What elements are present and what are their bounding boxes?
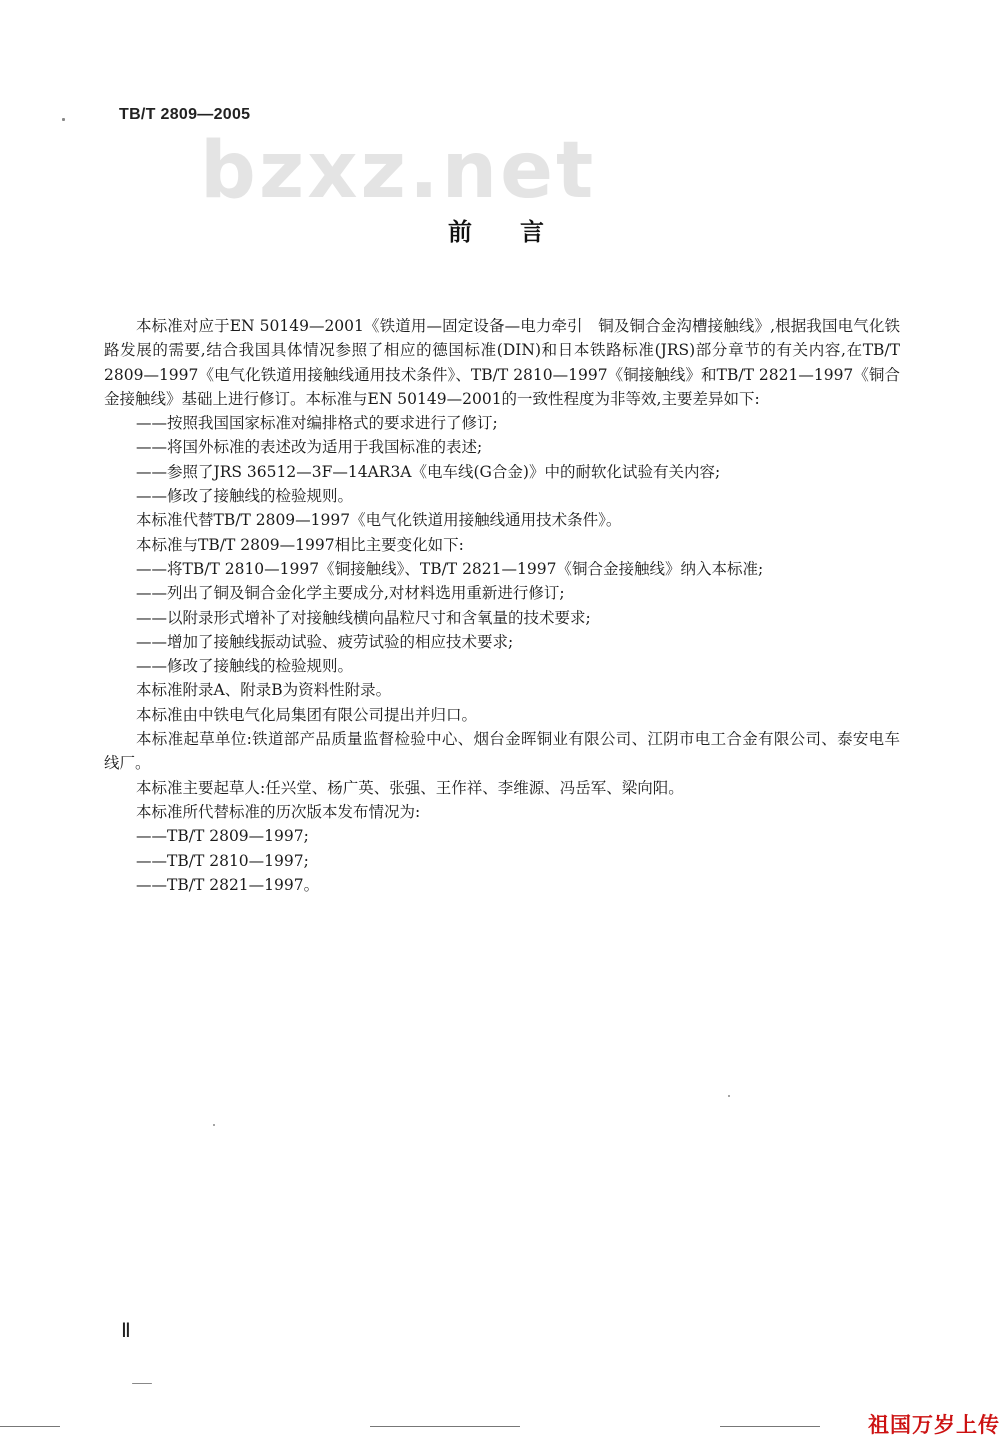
scan-speck: [62, 118, 65, 121]
page-number: Ⅱ: [121, 1320, 131, 1342]
list-item: ——TB/T 2821—1997。: [136, 875, 320, 894]
list-item: ——TB/T 2809—1997;: [136, 827, 309, 846]
paragraph: 本标准由中铁电气化局集团有限公司提出并归口。: [136, 705, 478, 724]
scan-edge-line: [370, 1426, 520, 1427]
paragraph: 本标准所代替标准的历次版本发布情况为:: [136, 802, 421, 821]
list-item: ——增加了接触线振动试验、疲劳试验的相应技术要求;: [136, 632, 514, 651]
list-item: ——将国外标准的表述改为适用于我国标准的表述;: [136, 438, 483, 457]
paragraph: 本标准起草单位:铁道部产品质量监督检验中心、烟台金晖铜业有限公司、江阴市电工合金有限公司、泰安电车线厂。: [104, 730, 900, 773]
page-title: 前言: [448, 218, 592, 246]
list-item: ——TB/T 2810—1997;: [136, 851, 309, 870]
list-item: ——按照我国国家标准对编排格式的要求进行了修订;: [136, 414, 498, 433]
standard-number: TB/T 2809—2005: [119, 106, 251, 123]
list-item: ——列出了铜及铜合金化学主要成分,对材料选用重新进行修订;: [136, 584, 565, 603]
list-item: ——修改了接触线的检验规则。: [136, 487, 354, 506]
document-body: [104, 314, 900, 897]
list-item: ——将TB/T 2810—1997《铜接触线》、TB/T 2821—1997《铜合金接触线》纳入本标准;: [136, 559, 764, 578]
scan-speck: [132, 1383, 152, 1384]
paragraph: 本标准主要起草人:任兴堂、杨广英、张强、王作祥、李维源、冯岳军、梁向阳。: [136, 778, 684, 797]
uploader-brand: 祖国万岁上传: [868, 1413, 1000, 1437]
scan-edge-line: [0, 1426, 60, 1427]
scan-speck: [213, 1124, 215, 1126]
intro-paragraph: 本标准对应于EN 50149—2001《铁道用—固定设备—电力牵引 铜及铜合金沟槽接触线》,根据我国电气化铁路发展的需要,结合我国具体情况参照了相应的德国标准(DIN)和日本铁路标准(JRS)部分章节的有关内容,在TB/T 2809—1997《电气化铁道用接触线通用技术条件》、TB/T 2810—1997《铜接触线》和TB/T 2821—1997《铜合金接触线》基础上进行修订。本标准与EN 50149—2001的一致性程度为非等效,主要差异如下:: [104, 317, 900, 408]
paragraph: 本标准与TB/T 2809—1997相比主要变化如下:: [136, 535, 464, 554]
list-item: ——参照了JRS 36512—3F—14AR3A《电车线(G合金)》中的耐软化试验有关内容;: [136, 462, 721, 481]
watermark: bzxz.net: [200, 126, 597, 216]
scan-edge-line: [720, 1426, 820, 1427]
paragraph: 本标准附录A、附录B为资料性附录。: [136, 681, 392, 700]
list-item: ——以附录形式增补了对接触线横向晶粒尺寸和含氧量的技术要求;: [136, 608, 591, 627]
paragraph: 本标准代替TB/T 2809—1997《电气化铁道用接触线通用技术条件》。: [136, 511, 622, 530]
scan-speck: [728, 1095, 730, 1097]
list-item: ——修改了接触线的检验规则。: [136, 657, 354, 676]
